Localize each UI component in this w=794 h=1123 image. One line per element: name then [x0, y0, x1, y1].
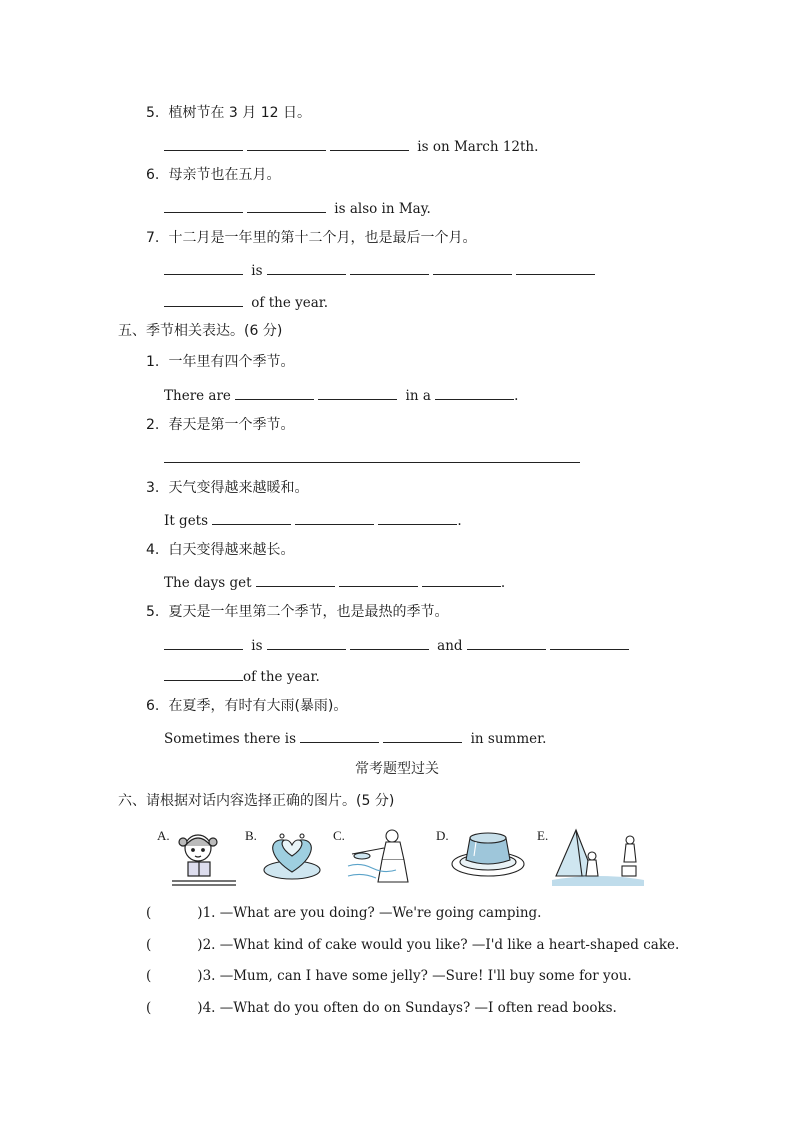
section5-title: 五、季节相关表达。(6 分) — [118, 323, 283, 339]
answer-blank[interactable] — [247, 198, 326, 213]
q4-7-prompt: 7. 十二月是一年里的第十二个月，也是最后一个月。 — [146, 230, 477, 246]
answer-blank[interactable] — [350, 635, 429, 650]
q5-6-answer-line: Sometimes there is in summer. — [164, 728, 546, 748]
answer-blank[interactable] — [383, 728, 462, 743]
answer-blank[interactable] — [300, 728, 379, 743]
answer-blank[interactable] — [330, 136, 409, 151]
answer-blank[interactable] — [318, 385, 397, 400]
answer-blank[interactable] — [550, 635, 629, 650]
answer-blank[interactable] — [267, 635, 346, 650]
q5-3-prompt: 3. 天气变得越来越暖和。 — [146, 480, 309, 496]
answer-blank[interactable] — [467, 635, 546, 650]
picture-e-label: E. — [537, 828, 549, 843]
picture-d-label: D. — [436, 828, 449, 843]
answer-blank[interactable] — [212, 510, 291, 525]
q5-6-prompt: 6. 在夏季，有时有大雨(暴雨)。 — [146, 698, 348, 714]
practice-subheading: 常考题型过关 — [355, 761, 439, 777]
q5-2-answer-line — [164, 448, 584, 468]
q4-6-prompt: 6. 母亲节也在五月。 — [146, 167, 281, 183]
dialogue-item: ( )1. —What are you doing? —We're going camping. — [146, 905, 542, 921]
answer-blank[interactable] — [164, 198, 243, 213]
q5-5-answer-line-2: of the year. — [164, 666, 320, 686]
q4-5-answer-line: is on March 12th. — [164, 136, 538, 156]
heart-cake-icon — [260, 826, 324, 884]
answer-blank[interactable] — [164, 136, 243, 151]
camping-tent-icon — [552, 826, 644, 886]
section6-title: 六、请根据对话内容选择正确的图片。(5 分) — [118, 793, 395, 809]
q5-4-prompt: 4. 白天变得越来越长。 — [146, 542, 295, 558]
answer-blank[interactable] — [164, 260, 243, 275]
q5-1-prompt: 1. 一年里有四个季节。 — [146, 354, 295, 370]
answer-blank[interactable] — [164, 292, 243, 307]
girl-reading-icon — [168, 826, 240, 888]
answer-blank[interactable] — [256, 572, 335, 587]
dialogue-item: ( )4. —What do you often do on Sundays? —I often read books. — [146, 1000, 617, 1016]
q4-7-answer-line-2: of the year. — [164, 292, 328, 312]
answer-blank[interactable] — [422, 572, 501, 587]
answer-blank[interactable] — [433, 260, 512, 275]
answer-blank[interactable] — [350, 260, 429, 275]
answer-blank[interactable] — [435, 385, 514, 400]
picture-a-label: A. — [157, 828, 170, 843]
answer-blank[interactable] — [247, 136, 326, 151]
answer-blank[interactable] — [378, 510, 457, 525]
answer-blank[interactable] — [516, 260, 595, 275]
q4-5-prompt: 5. 植树节在 3 月 12 日。 — [146, 105, 311, 121]
q4-7-answer-line-1: is — [164, 260, 599, 280]
man-fishing-icon — [346, 826, 422, 886]
q4-6-answer-line: is also in May. — [164, 198, 431, 218]
answer-blank[interactable] — [339, 572, 418, 587]
picture-c-label: C. — [333, 828, 345, 843]
answer-blank[interactable] — [295, 510, 374, 525]
jelly-plate-icon — [448, 826, 528, 882]
answer-blank[interactable] — [164, 448, 580, 463]
answer-blank[interactable] — [235, 385, 314, 400]
answer-blank[interactable] — [164, 666, 243, 681]
picture-b-label: B. — [245, 828, 257, 843]
q5-5-answer-line-1: is and — [164, 635, 633, 655]
answer-blank[interactable] — [267, 260, 346, 275]
q5-5-prompt: 5. 夏天是一年里第二个季节，也是最热的季节。 — [146, 604, 449, 620]
q5-4-answer-line: The days get . — [164, 572, 505, 592]
dialogue-item: ( )2. —What kind of cake would you like? —I'd like a heart-shaped cake. — [146, 937, 680, 953]
q5-3-answer-line: It gets . — [164, 510, 462, 530]
q5-2-prompt: 2. 春天是第一个季节。 — [146, 417, 295, 433]
q5-1-answer-line: There are in a . — [164, 385, 518, 405]
answer-blank[interactable] — [164, 635, 243, 650]
dialogue-item: ( )3. —Mum, can I have some jelly? —Sure! I'll buy some for you. — [146, 968, 632, 984]
